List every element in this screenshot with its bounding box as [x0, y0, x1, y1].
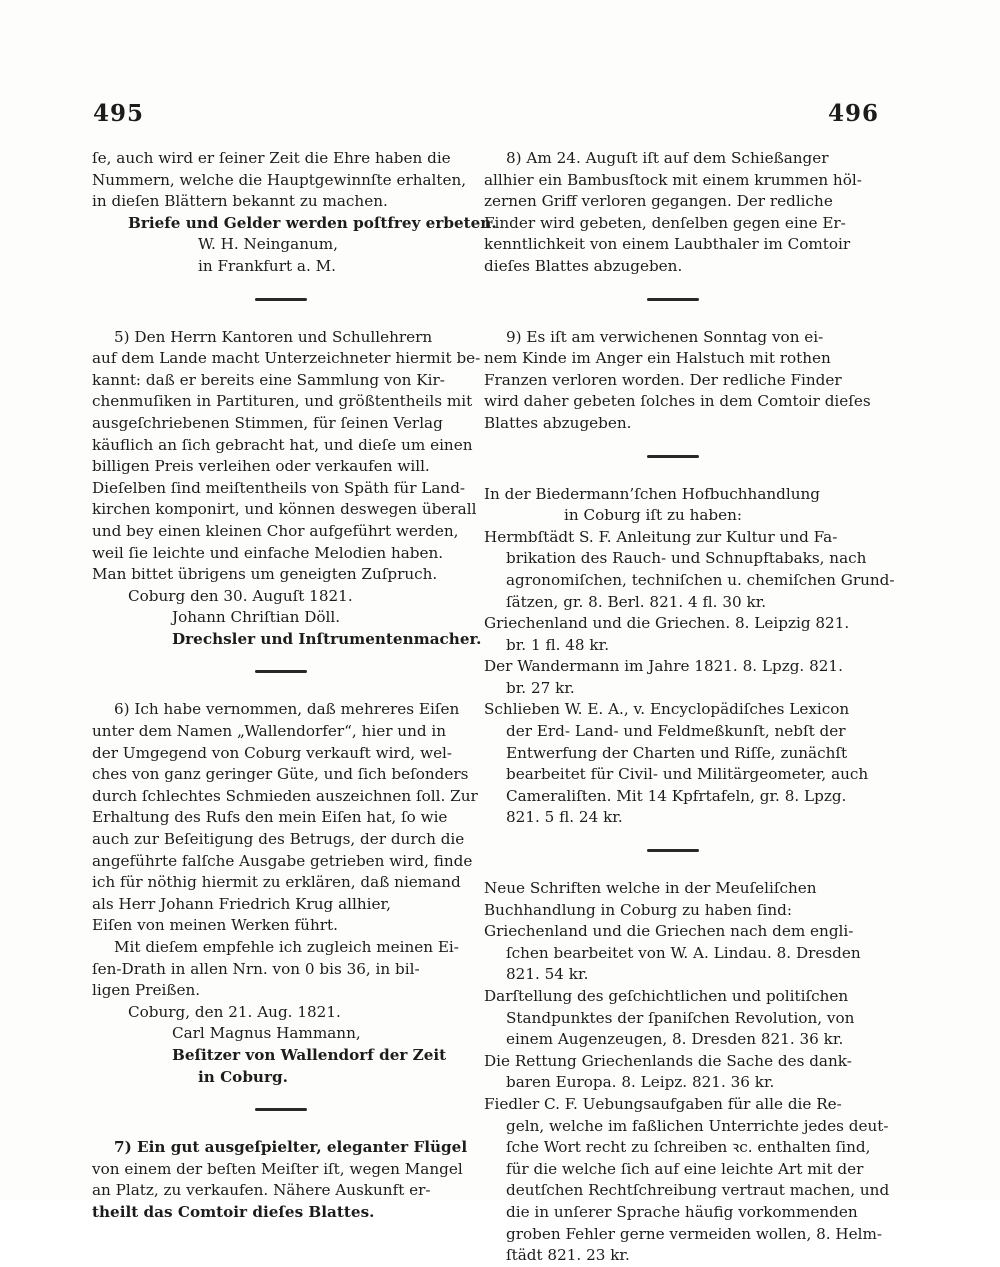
notice-5	[92, 327, 482, 651]
text-line: Mit dieſem empfehle ich zugleich meinen Ei-	[114, 938, 459, 956]
text-line: kenntlichkeit von einem Laubthaler im Comtoir	[484, 235, 851, 254]
text-line: wird daher gebeten ſolches in dem Comtoir dieſes	[484, 392, 871, 411]
text-line: Dieſelben ſind meiſtentheils von Späth für Land-	[92, 478, 466, 497]
text-line: Nummern, welche die Hauptgewinnſte erhalten,	[92, 170, 467, 189]
book-entry-line: baren Europa. 8. Leipz. 821. 36 kr.	[506, 1073, 775, 1092]
text-line: ſen-Drath in allen Nrn. von 0 bis 36, in bil-	[92, 959, 420, 978]
book-entry-line: 821. 5 fl. 24 kr.	[506, 808, 623, 827]
text-line: ausgeſchriebenen Stimmen, für ſeinen Verlag	[92, 413, 443, 432]
text-line: als Herr Johann Friedrich Krug allhier,	[92, 894, 391, 913]
text-line: Erhaltung des Rufs den mein Eiſen hat, ſo wie	[92, 808, 448, 827]
section-divider	[255, 1108, 307, 1111]
book-entry-line: ſtädt 821. 23 kr.	[506, 1246, 630, 1265]
page-number-right: 496	[828, 100, 880, 127]
notice-9	[484, 327, 871, 435]
book-entry-line: groben Fehler gerne vermeiden wollen, 8. Helm-	[506, 1224, 883, 1243]
text-line: theilt das Comtoir dieſes Blattes.	[92, 1202, 375, 1221]
text-line: dieſes Blattes abzugeben.	[484, 256, 683, 275]
text-line: 5) Den Herrn Kantoren und Schullehrern	[114, 327, 433, 346]
text-line: kirchen komponirt, und können deswegen überall	[92, 500, 477, 519]
book-entry-line: Cameraliſten. Mit 14 Kpfrtafeln, gr. 8. Lpzg.	[506, 786, 847, 805]
book-entry-line: 821. 54 kr.	[506, 965, 589, 984]
book-entry-line: Griechenland und die Griechen nach dem engli-	[484, 922, 854, 941]
text-line: auch zur Beſeitigung des Betrugs, der durch die	[92, 830, 465, 849]
left-column	[92, 148, 497, 1224]
notice-8	[484, 148, 862, 278]
section-divider	[255, 298, 307, 301]
notice-lottery-continuation	[92, 148, 497, 278]
text-line: nem Kinde im Anger ein Halstuch mit rothen	[484, 349, 831, 368]
book-entry-line: deutſchen Rechtſchreibung vertraut machen, und	[506, 1181, 890, 1200]
signer-place: in Frankfurt a. M.	[198, 256, 336, 275]
text-line: unter dem Namen „Wallendorfer“, hier und in	[92, 722, 447, 741]
text-line: an Platz, zu verkaufen. Nähere Auskunft er-	[92, 1181, 431, 1200]
signer-place: in Coburg.	[198, 1067, 288, 1086]
book-entry-line: Entwerfung der Charten und Riſſe, zunächſt	[506, 743, 848, 762]
text-line: durch ſchlechtes Schmieden auszeichnen ſoll. Zur	[92, 786, 478, 805]
signer-name: Johann Chriſtian Döll.	[172, 608, 341, 627]
book-entry-line: Darſtellung des geſchichtlichen und politiſchen	[484, 987, 849, 1005]
bookshop-heading: Buchhandlung in Coburg zu haben ſind:	[484, 900, 792, 919]
bookshop-biedermann	[484, 484, 895, 830]
text-line: Finder wird gebeten, denſelben gegen eine Er-	[484, 213, 846, 232]
book-entry-line: Griechenland und die Griechen. 8. Leipzig 821.	[484, 614, 850, 633]
book-entry-line: für die welche ſich auf eine leichte Art mit der	[506, 1159, 864, 1178]
book-entry-line: ſche Wort recht zu ſchreiben ꝛc. enthalten ſind,	[506, 1138, 871, 1157]
right-column	[484, 148, 895, 1267]
text-line: 9) Es iſt am verwichenen Sonntag von ei-	[506, 327, 824, 346]
text-line: allhier ein Bambusſtock mit einem krummen höl-	[484, 170, 862, 189]
book-entry-line: geln, welche im faßlichen Unterrichte jedes deut-	[506, 1116, 889, 1135]
notice-date: Coburg, den 21. Aug. 1821.	[128, 1002, 341, 1021]
book-entry-line: Die Rettung Griechenlands die Sache des dank-	[484, 1051, 852, 1070]
section-divider	[647, 455, 699, 458]
text-line: zernen Griff verloren gegangen. Der redliche	[484, 192, 833, 211]
page-number-left: 495	[93, 100, 145, 127]
text-line: chenmuſiken in Partituren, und größtentheils mit	[92, 392, 473, 411]
bookshop-heading: in Coburg iſt zu haben:	[564, 506, 743, 525]
text-line: 7) Ein gut ausgeſpielter, eleganter Flügel	[114, 1138, 468, 1157]
text-line: Eiſen von meinen Werken führt.	[92, 916, 338, 935]
bookshop-meusel	[484, 878, 890, 1267]
notice-7	[92, 1137, 470, 1223]
book-entry-line: der Erd- Land- und Feldmeßkunſt, nebſt der	[506, 722, 846, 741]
text-line: Blattes abzugeben.	[484, 413, 632, 432]
text-line: auf dem Lande macht Unterzeichneter hiermit be-	[92, 349, 481, 368]
signer-name: Carl Magnus Hammann,	[172, 1024, 361, 1043]
text-line: billigen Preis verleihen oder verkaufen will.	[92, 457, 430, 476]
text-line: von einem der beſten Meiſter iſt, wegen Mangel	[92, 1159, 463, 1178]
book-entry-line: ſätzen, gr. 8. Berl. 821. 4 fl. 30 kr.	[506, 592, 767, 611]
book-entry-line: Standpunktes der ſpaniſchen Revolution, von	[506, 1008, 855, 1027]
section-divider	[647, 298, 699, 301]
book-entry-line: ſchen bearbeitet von W. A. Lindau. 8. Dresden	[506, 943, 861, 962]
postal-note: Briefe und Gelder werden poſtfrey erbeten.	[128, 213, 497, 232]
text-line: 8) Am 24. Auguſt iſt auf dem Schießanger	[506, 149, 829, 167]
book-entry-line: Der Wandermann im Jahre 1821. 8. Lpzg. 821.	[484, 657, 843, 676]
book-entry-line: bearbeitet für Civil- und Militärgeometer, auch	[506, 765, 869, 784]
text-line: 6) Ich habe vernommen, daß mehreres Eiſen	[114, 700, 460, 719]
book-entry-line: Hermbſtädt S. F. Anleitung zur Kultur und Fa-	[484, 527, 838, 546]
text-line: und bey einen kleinen Chor aufgeführt werden,	[92, 521, 459, 540]
book-entry-line: Schlieben W. E. A., v. Encyclopädiſches Lexicon	[484, 700, 850, 719]
text-line: Man bittet übrigens um geneigten Zuſpruch.	[92, 565, 438, 584]
book-entry-line: brikation des Rauch- und Schnupftabaks, nach	[506, 549, 867, 568]
signer-title: Beſitzer von Wallendorf der Zeit	[172, 1045, 447, 1064]
section-divider	[647, 849, 699, 852]
text-line: kannt: daß er bereits eine Sammlung von Kir-	[92, 370, 445, 389]
text-line: ligen Preißen.	[92, 981, 201, 1000]
text-line: angeführte falſche Ausgabe getrieben wird, finde	[92, 851, 473, 870]
book-entry-line: br. 1 fl. 48 kr.	[506, 635, 610, 654]
text-line: ches von ganz geringer Güte, und ſich beſonders	[92, 765, 469, 784]
bookshop-heading: In der Biedermann’ſchen Hofbuchhandlung	[484, 484, 821, 503]
book-entry-line: agronomiſchen, techniſchen u. chemiſchen Grund-	[506, 570, 895, 589]
bookshop-heading: Neue Schriften welche in der Meuſeliſchen	[484, 879, 817, 898]
text-line: käuflich an ſich gebracht hat, und dieſe um einen	[92, 435, 473, 454]
book-entry-line: br. 27 kr.	[506, 678, 575, 697]
notice-date: Coburg den 30. Auguſt 1821.	[128, 586, 353, 605]
text-line: der Umgegend von Coburg verkauft wird, wel-	[92, 743, 453, 762]
signer-name: W. H. Neinganum,	[198, 235, 338, 254]
notice-6	[92, 699, 478, 1088]
text-line: in dieſen Blättern bekannt zu machen.	[92, 192, 388, 211]
text-line: ſe, auch wird er ſeiner Zeit die Ehre haben die	[92, 149, 451, 167]
text-line: ich für nöthig hiermit zu erklären, daß niemand	[92, 873, 461, 892]
book-entry-line: einem Augenzeugen, 8. Dresden 821. 36 kr.	[506, 1030, 844, 1049]
section-divider	[255, 670, 307, 673]
book-entry-line: die in unſerer Sprache häufig vorkommenden	[506, 1202, 858, 1221]
text-line: Franzen verloren worden. Der redliche Finder	[484, 370, 842, 389]
signer-trade: Drechsler und Inſtrumentenmacher.	[172, 629, 482, 648]
text-line: weil ſie leichte und einfache Melodien haben.	[92, 543, 444, 562]
book-entry-line: Fiedler C. F. Uebungsaufgaben für alle die Re-	[484, 1094, 842, 1113]
